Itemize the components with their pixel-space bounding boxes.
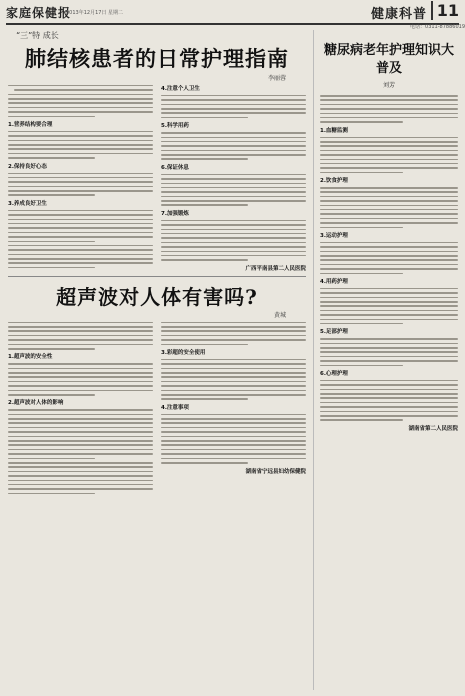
- right-column: [313, 30, 458, 690]
- header-contact: 电话：0311-87886019: [410, 24, 465, 30]
- article1-body: [8, 82, 306, 272]
- article2-subhead: 1.超声波的安全性: [8, 354, 53, 361]
- left-column: [8, 30, 306, 690]
- article2-body: [8, 319, 306, 497]
- sidebar-source: 湖南省第二人民医院: [408, 425, 458, 432]
- article1-title: 肺结核患者的日常护理指南: [25, 46, 289, 71]
- sidebar-subhead: 5.足部护理: [320, 329, 348, 336]
- article1-author: 李丽蓉: [267, 75, 286, 82]
- article1-subhead: 5.科学用药: [161, 123, 189, 130]
- sidebar-subhead: 6.心理护理: [320, 370, 348, 377]
- sidebar-author: 刘芳: [382, 82, 395, 89]
- article1-subhead: 7.加强锻炼: [161, 210, 189, 217]
- paper-title: 家庭保健报: [6, 6, 72, 20]
- article1-kicker: “三”特 成长: [16, 31, 59, 40]
- article2-subhead: 4.注意事项: [161, 404, 189, 411]
- sidebar-body: [320, 95, 458, 432]
- article1-col1: [8, 82, 153, 272]
- page-number: 11: [431, 1, 459, 20]
- article2-subhead: 2.超声波对人体的影响: [8, 400, 64, 407]
- article1-subhead: 6.保证休息: [161, 164, 189, 171]
- article1-subhead: 4.注意个人卫生: [161, 86, 200, 92]
- article1-col2: [161, 82, 306, 272]
- sidebar-subhead: 1.血糖监测: [320, 127, 348, 134]
- article2-col1: [8, 319, 153, 497]
- sidebar-subhead: 4.用药护理: [320, 278, 348, 285]
- article1-subhead: 2.保持良好心态: [8, 163, 47, 170]
- article2-source: 湖南省宁远县妇幼保健院: [245, 468, 306, 475]
- article2-col2: [161, 319, 306, 497]
- article1-source: 广西平南县第二人民医院: [245, 265, 306, 272]
- article2-subhead: 3.彩超的安全使用: [161, 350, 206, 357]
- article1-subhead: 3.养成良好卫生: [8, 200, 47, 207]
- issue-date: 2013年12月17日 星期二: [66, 10, 124, 16]
- section-title: 健康科普: [370, 7, 427, 22]
- article1-subhead: 1.营养结构要合理: [8, 122, 53, 129]
- sidebar-subhead: 3.运动护理: [320, 232, 348, 239]
- sidebar-subhead: 2.饮食护理: [320, 178, 348, 185]
- page-header: [6, 3, 459, 25]
- sidebar-title: 糖尿病老年护理知识大普及: [323, 43, 454, 76]
- article2-title: 超声波对人体有害吗?: [56, 284, 258, 309]
- article2-author: 黄城: [273, 311, 286, 319]
